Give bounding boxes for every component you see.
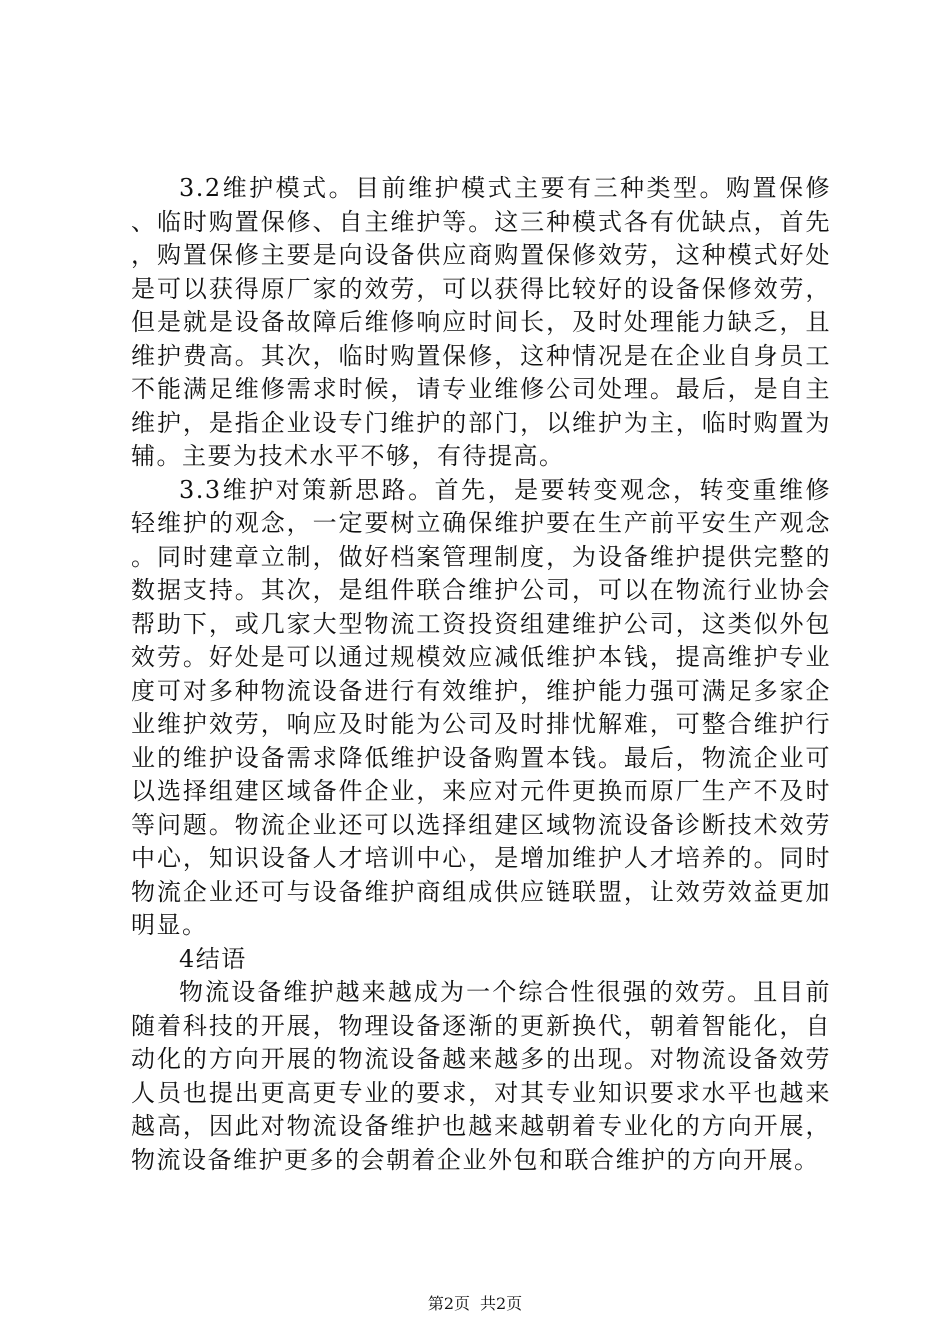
paragraph-maintenance-strategies: 3.3维护对策新思路。首先，是要转变观念，转变重维修轻维护的观念，一定要树立确保维护要在生产前平安生产观念。同时建章立制，做好档案管理制度，为设备维护提供完整的数据支持。其次，是组件联合维护公司，可以在物流行业协会帮助下，或几家大型物流工资投资组建维护公司，这类似外包效劳。好处是可以通过规模效应减低维护本钱，提高维护专业度可对多种物流设备进行有效维护，维护能力强可满足多家企业维护效劳，响应及时能为公司及时排忧解难，可整合维护行业的维护设备需求降低维护设备购置本钱。最后，物流企业可以选择组建区域备件企业，来应对元件更换而原厂生产不及时等问题。物流企业还可以选择组建区域物流设备诊断技术效劳中心，知识设备人才培训中心，是增加维护人才培养的。同时物流企业还可与设备维护商组成供应链联盟，让效劳效益更加明显。 [131,475,831,939]
section-heading-conclusion: 4结语 [179,944,247,973]
page-total: 共2页 [480,1294,523,1313]
page-footer [0,1294,950,1314]
paragraph-maintenance-modes: 3.2维护模式。目前维护模式主要有三种类型。购置保修、临时购置保修、自主维护等。这三种模式各有优缺点，首先，购置保修主要是向设备供应商购置保修效劳，这种模式好处是可以获得原厂家的效劳，可以获得比较好的设备保修效劳，但是就是设备故障后维修响应时间长，及时处理能力缺乏，且维护费高。其次，临时购置保修，这种情况是在企业自身员工不能满足维修需求时候，请专业维修公司处理。最后，是自主维护，是指企业设专门维护的部门，以维护为主，临时购置为辅。主要为技术水平不够，有待提高。 [131,174,831,470]
document-body [131,172,831,1177]
paragraph-conclusion: 物流设备维护越来越成为一个综合性很强的效劳。且目前随着科技的开展，物理设备逐渐的更新换代，朝着智能化，自动化的方向开展的物流设备越来越多的出现。对物流设备效劳人员也提出更高更专业的要求，对其专业知识要求水平也越来越高，因此对物流设备维护也越来越朝着专业化的方向开展，物流设备维护更多的会朝着企业外包和联合维护的方向开展。 [131,978,831,1174]
page-number: 第2页 [427,1294,470,1313]
